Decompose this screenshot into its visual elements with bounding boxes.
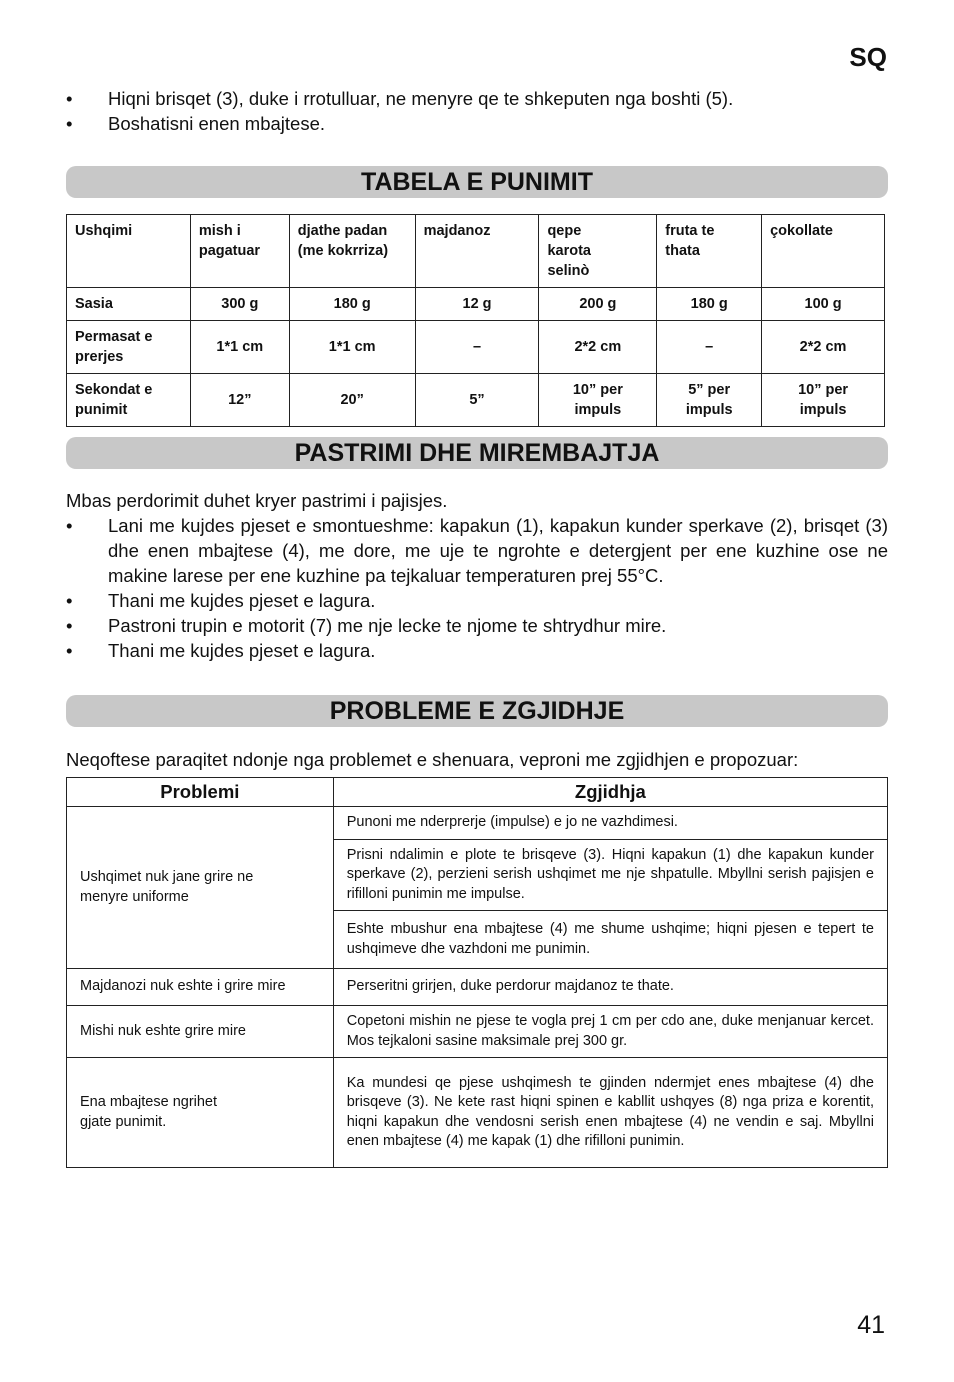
list-item: • Lani me kujdes pjeset e smontueshme: kapakun (1), kapakun kunder sperkave (2), brisqet (3) dhe enen mbajtese (4), me dore, me uje te ngrohte e detergjent per ene kuzhine ose ne makine larese per ene kuzhine pa tejkaluar temperaturen prej 55°C. xyxy=(66,515,888,586)
work-table xyxy=(66,214,885,427)
table-cell: 2*2 cm xyxy=(799,339,847,355)
problem-cell: Ushqimet nuk jane grire ne menyre uniforme xyxy=(80,869,254,905)
table-cell: 10” per impuls xyxy=(572,382,623,418)
troubleshooting-table xyxy=(66,777,888,1168)
table-cell: 1*1 cm xyxy=(328,339,376,355)
table-row xyxy=(67,969,888,1006)
table-cell: qepe karota selinò xyxy=(547,223,591,279)
list-item: • Thani me kujdes pjeset e lagura. xyxy=(66,590,376,611)
table-row xyxy=(67,374,885,427)
list-item: • Hiqni brisqet (3), duke i rrotulluar, ne menyre qe te shkeputen nga boshti (5). xyxy=(66,88,734,109)
list-item: • Thani me kujdes pjeset e lagura. xyxy=(66,640,376,661)
problem-cell: Ena mbajtese ngrihet gjate punimit. xyxy=(80,1094,218,1130)
solution-cell: Eshte mbushur ena mbajtese (4) me shume ushqime; hiqni pjesen e tepert te ushqimeve dhe vazhdoni me punimin. xyxy=(346,921,874,957)
table-cell: 20” xyxy=(340,392,364,408)
table-cell: 300 g xyxy=(221,296,259,312)
table-cell: 180 g xyxy=(333,296,371,312)
table-cell: 2*2 cm xyxy=(574,339,622,355)
table-row xyxy=(67,321,885,374)
problem-cell: Mishi nuk eshte grire mire xyxy=(80,1022,246,1039)
table-cell: – xyxy=(472,339,482,355)
table-row xyxy=(67,1006,888,1058)
table-cell: 100 g xyxy=(804,296,842,312)
intro-bullet-list xyxy=(66,86,888,136)
bullet-icon: • xyxy=(66,113,73,134)
section-title-work-table: TABELA E PUNIMIT xyxy=(66,166,888,198)
table-cell: Sekondat e punimit xyxy=(75,382,153,418)
table-cell: 5” per impuls xyxy=(685,382,733,418)
table-cell: 12” xyxy=(228,392,252,408)
table-cell: djathe padan (me kokrriza) xyxy=(297,223,389,259)
table-row xyxy=(67,1058,888,1168)
table-cell: Permasat e prerjes xyxy=(75,329,153,365)
table-cell: mish i pagatuar xyxy=(198,223,261,259)
table-cell: – xyxy=(705,339,714,355)
table-cell: fruta te thata xyxy=(665,223,715,259)
section-title-troubleshooting: PROBLEME E ZGJIDHJE xyxy=(66,695,888,727)
table-cell: 5” xyxy=(469,392,485,408)
table-cell: çokollate xyxy=(770,223,833,239)
column-header-solution: Zgjidhja xyxy=(333,778,887,807)
list-item: • Boshatisni enen mbajtese. xyxy=(66,113,325,134)
table-header-row xyxy=(67,778,888,807)
solution-cell: Copetoni mishin ne pjese te vogla prej 1 cm per cdo ane, duke menjanuar kercet. Mos tejkaloni sasine maksimale prej 300 gr. xyxy=(346,1013,874,1049)
page-number: 41 xyxy=(857,1311,885,1339)
table-cell: 10” per impuls xyxy=(798,382,849,418)
troubleshooting-intro: Neqoftese paraqitet ndonje nga problemet e shenuara, veproni me zgjidhjen e propozuar: xyxy=(66,749,799,770)
table-row xyxy=(67,807,888,840)
cleaning-intro: Mbas perdorimit duhet kryer pastrimi i pajisjes. xyxy=(66,490,448,511)
bullet-icon: • xyxy=(66,88,73,109)
solution-cell: Ka mundesi qe pjese ushqimesh te gjinden ndermjet enes mbajtese (4) dhe brisqeve (3). Ne kete rast hiqni spinen e kabllit ushqyes (8) nga priza e korentit, hiqni kapakun dhe vendosni serish enen mbajtese (4) ne vendin e saj. Mbyllni enen mbajtese (4) me kapak (1) dhe rifilloni punimin. xyxy=(346,1074,874,1149)
table-cell: 12 g xyxy=(462,296,492,312)
section-title-cleaning: PASTRIMI DHE MIREMBAJTJA xyxy=(66,437,888,469)
solution-cell: Prisni ndalimin e plote te brisqeve (3). Hiqni kapakun (1) dhe kapakun kunder sperkave (2), perzieni serish ushqimet me nje shpatulle. Mbyllni serish pajisjen e rifilloni punimin me impulse. xyxy=(346,846,874,902)
solution-cell: Punoni me nderprerje (impulse) e jo ne vazhdimesi. xyxy=(346,814,678,830)
bullet-icon: • xyxy=(66,590,73,611)
table-cell: Ushqimi xyxy=(75,223,133,239)
problem-cell: Majdanozi nuk eshte i grire mire xyxy=(80,978,286,995)
table-row xyxy=(67,288,885,321)
table-cell: 1*1 cm xyxy=(216,339,264,355)
table-cell: 180 g xyxy=(690,296,728,312)
bullet-icon: • xyxy=(66,615,73,636)
solution-cell: Perseritni grirjen, duke perdorur majdanoz te thate. xyxy=(346,978,674,995)
bullet-icon: • xyxy=(66,515,73,536)
list-item: • Pastroni trupin e motorit (7) me nje lecke te njome te shtrydhur mire. xyxy=(66,615,667,636)
table-cell: Sasia xyxy=(75,296,113,312)
language-code: SQ xyxy=(849,42,887,72)
table-row xyxy=(67,215,885,288)
table-cell: 200 g xyxy=(579,296,617,312)
bullet-icon: • xyxy=(66,640,73,661)
cleaning-bullet-list xyxy=(66,513,888,663)
table-cell: majdanoz xyxy=(423,223,491,239)
column-header-problem: Problemi xyxy=(67,778,334,807)
